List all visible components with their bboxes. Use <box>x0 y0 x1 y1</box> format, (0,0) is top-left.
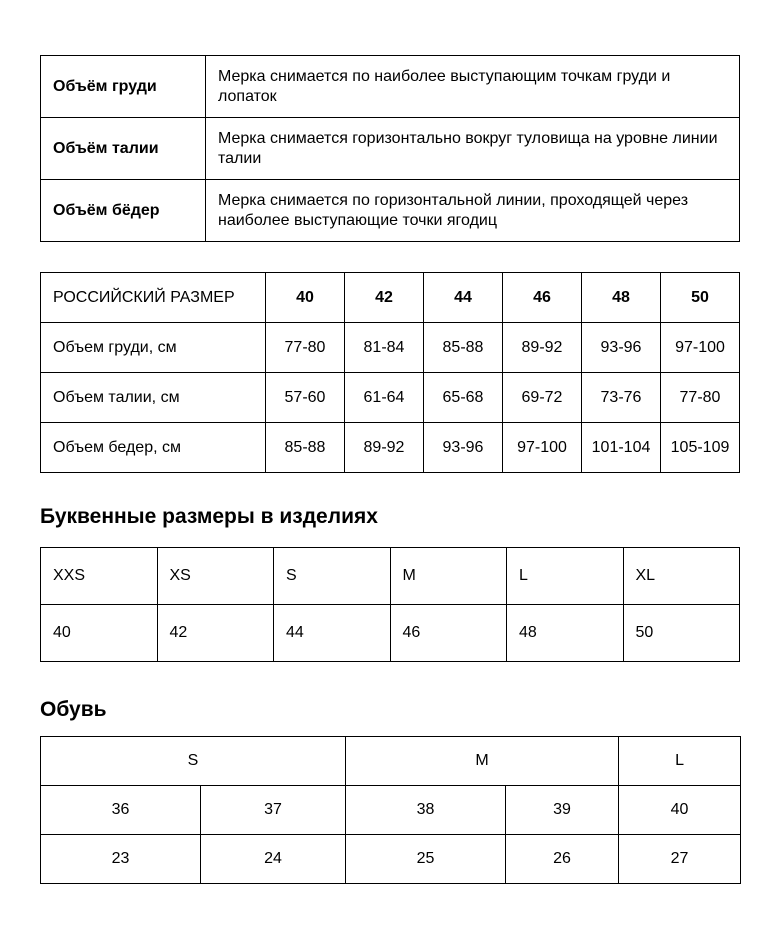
size-value: 57-60 <box>266 373 345 423</box>
numeric-size: 48 <box>507 605 624 662</box>
size-value: 97-100 <box>661 323 740 373</box>
table-row <box>41 373 740 423</box>
measurement-label: Объём бёдер <box>41 180 206 242</box>
size-value: 97-100 <box>503 423 582 473</box>
row-label: Объем груди, см <box>41 323 266 373</box>
numeric-size: 42 <box>157 605 274 662</box>
size-value: 89-92 <box>345 423 424 473</box>
shoe-size-group: L <box>619 737 741 786</box>
size-value: 61-64 <box>345 373 424 423</box>
size-column-header: 42 <box>345 273 424 323</box>
table-row <box>41 835 741 884</box>
table-row <box>41 786 741 835</box>
table-row <box>41 548 740 605</box>
shoes-heading: Обувь <box>40 698 107 722</box>
size-column-header: 50 <box>661 273 740 323</box>
table-row <box>41 56 740 118</box>
table-row <box>41 605 740 662</box>
table-header-row <box>41 737 741 786</box>
shoe-eu-size: 40 <box>619 786 741 835</box>
size-value: 89-92 <box>503 323 582 373</box>
table-row <box>41 118 740 180</box>
measurement-description: Мерка снимается по горизонтальной линии, проходящей через наиболее выступающие точки ягодиц <box>206 180 740 242</box>
letter-size: XXS <box>41 548 158 605</box>
table-row <box>41 423 740 473</box>
shoe-cm-size: 25 <box>346 835 506 884</box>
size-column-header: 48 <box>582 273 661 323</box>
size-value: 77-80 <box>661 373 740 423</box>
measurement-description: Мерка снимается горизонтально вокруг туловища на уровне линии талии <box>206 118 740 180</box>
size-value: 69-72 <box>503 373 582 423</box>
size-value: 81-84 <box>345 323 424 373</box>
measurement-label: Объём груди <box>41 56 206 118</box>
row-label: Объем бедер, см <box>41 423 266 473</box>
size-value: 85-88 <box>266 423 345 473</box>
russian-size-header-label: РОССИЙСКИЙ РАЗМЕР <box>41 273 266 323</box>
letter-size: M <box>390 548 507 605</box>
size-value: 73-76 <box>582 373 661 423</box>
numeric-size: 50 <box>623 605 740 662</box>
shoe-cm-size: 23 <box>41 835 201 884</box>
shoe-size-group: S <box>41 737 346 786</box>
size-value: 101-104 <box>582 423 661 473</box>
size-column-header: 40 <box>266 273 345 323</box>
russian-sizes-table <box>40 272 740 473</box>
size-value: 85-88 <box>424 323 503 373</box>
shoes-sizes-table <box>40 736 741 884</box>
letter-size: S <box>274 548 391 605</box>
size-value: 93-96 <box>424 423 503 473</box>
measurement-label: Объём талии <box>41 118 206 180</box>
shoe-eu-size: 36 <box>41 786 201 835</box>
row-label: Объем талии, см <box>41 373 266 423</box>
shoe-cm-size: 24 <box>201 835 346 884</box>
table-header-row <box>41 273 740 323</box>
shoe-size-group: M <box>346 737 619 786</box>
measurement-description: Мерка снимается по наиболее выступающим точкам груди и лопаток <box>206 56 740 118</box>
shoe-eu-size: 37 <box>201 786 346 835</box>
letter-sizes-heading: Буквенные размеры в изделиях <box>40 505 378 528</box>
numeric-size: 44 <box>274 605 391 662</box>
size-column-header: 44 <box>424 273 503 323</box>
letter-size: L <box>507 548 624 605</box>
shoe-eu-size: 39 <box>506 786 619 835</box>
table-row <box>41 180 740 242</box>
size-value: 77-80 <box>266 323 345 373</box>
table-row <box>41 323 740 373</box>
shoe-cm-size: 27 <box>619 835 741 884</box>
measurement-definitions-table <box>40 55 740 242</box>
size-column-header: 46 <box>503 273 582 323</box>
numeric-size: 46 <box>390 605 507 662</box>
size-value: 93-96 <box>582 323 661 373</box>
size-value: 105-109 <box>661 423 740 473</box>
letter-sizes-table <box>40 547 740 662</box>
letter-size: XS <box>157 548 274 605</box>
shoe-eu-size: 38 <box>346 786 506 835</box>
size-value: 65-68 <box>424 373 503 423</box>
shoe-cm-size: 26 <box>506 835 619 884</box>
letter-size: XL <box>623 548 740 605</box>
numeric-size: 40 <box>41 605 158 662</box>
